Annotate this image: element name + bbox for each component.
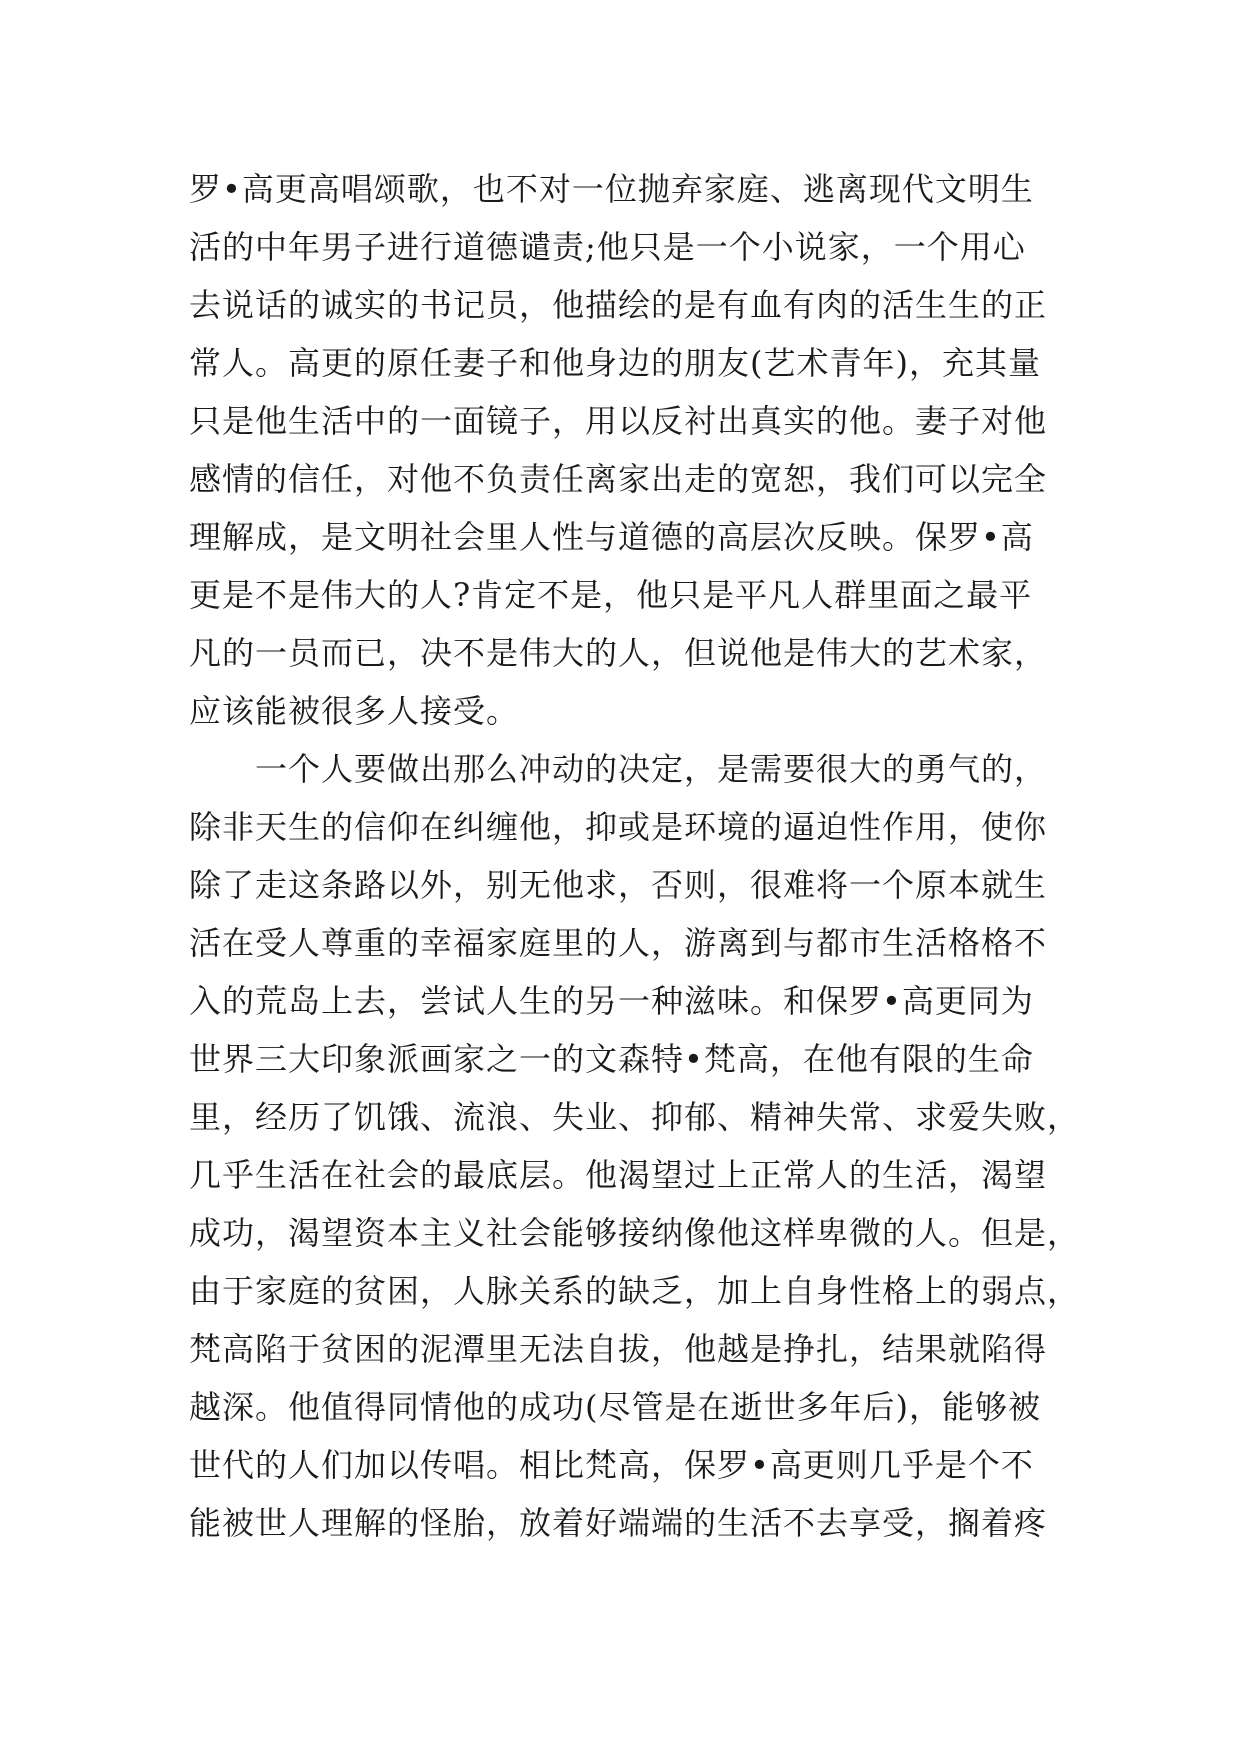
body-text: [189, 160, 1081, 1552]
text-line: 感情的信任，对他不负责任离家出走的宽恕，我们可以完全: [189, 460, 1048, 498]
text-line: 常人。高更的原任妻子和他身边的朋友(艺术青年)，充其量: [189, 344, 1041, 382]
text-line: 几乎生活在社会的最底层。他渴望过上正常人的生活，渴望: [189, 1156, 1048, 1194]
text-line: 更是不是伟大的人?肯定不是，他只是平凡人群里面之最平: [189, 576, 1033, 614]
text-line: 罗•高更高唱颂歌，也不对一位抛弃家庭、逃离现代文明生: [189, 170, 1034, 208]
text-line: 能被世人理解的怪胎，放着好端端的生活不去享受，搁着疼: [189, 1504, 1048, 1542]
text-line: 由于家庭的贫困，人脉关系的缺乏，加上自身性格上的弱点，: [189, 1272, 1081, 1310]
text-line: 活的中年男子进行道德谴责;他只是一个小说家，一个用心: [189, 228, 1026, 266]
text-line: 理解成，是文明社会里人性与道德的高层次反映。保罗•高: [189, 518, 1034, 556]
text-line: 除非天生的信仰在纠缠他，抑或是环境的逼迫性作用，使你: [189, 808, 1048, 846]
text-line: 除了走这条路以外，别无他求，否则，很难将一个原本就生: [189, 866, 1048, 904]
text-line: 入的荒岛上去，尝试人生的另一种滋味。和保罗•高更同为: [189, 982, 1034, 1020]
text-line: 梵高陷于贫困的泥潭里无法自拔，他越是挣扎，结果就陷得: [189, 1330, 1048, 1368]
text-line: 成功，渴望资本主义社会能够接纳像他这样卑微的人。但是，: [189, 1214, 1081, 1252]
text-line: 里，经历了饥饿、流浪、失业、抑郁、精神失常、求爱失败，: [189, 1098, 1081, 1136]
text-line: 只是他生活中的一面镜子，用以反衬出真实的他。妻子对他: [189, 402, 1048, 440]
text-line: 一个人要做出那么冲动的决定，是需要很大的勇气的，: [189, 750, 1048, 788]
text-line: 活在受人尊重的幸福家庭里的人，游离到与都市生活格格不: [189, 924, 1048, 962]
text-line: 去说话的诚实的书记员，他描绘的是有血有肉的活生生的正: [189, 286, 1048, 324]
text-line: 世界三大印象派画家之一的文森特•梵高，在他有限的生命: [189, 1040, 1034, 1078]
text-line: 世代的人们加以传唱。相比梵高，保罗•高更则几乎是个不: [189, 1446, 1034, 1484]
text-line: 越深。他值得同情他的成功(尽管是在逝世多年后)，能够被: [189, 1388, 1041, 1426]
text-line: 凡的一员而已，决不是伟大的人，但说他是伟大的艺术家，: [189, 634, 1048, 672]
text-line: 应该能被很多人接受。: [189, 692, 520, 730]
